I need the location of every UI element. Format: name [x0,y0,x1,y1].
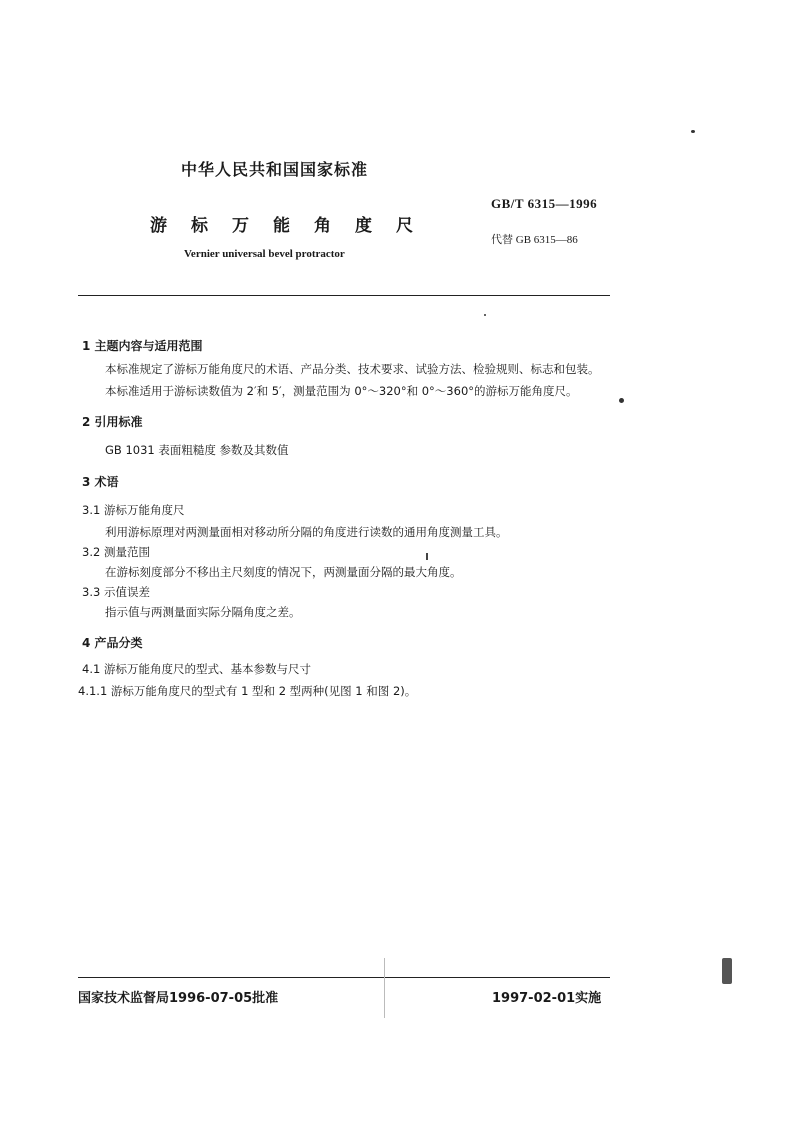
scan-speck [619,398,624,403]
section-4-heading: 4 产品分类 [82,636,143,650]
title-char: 万 [232,216,249,236]
header-divider [78,295,610,296]
binding-mark [722,958,732,984]
effective-date: 1997-02-01实施 [492,991,602,1006]
standard-category-title: 中华人民共和国国家标准 [181,160,369,179]
title-char: 能 [273,216,290,236]
document-title-cn [150,211,437,236]
fold-line [384,958,385,1018]
term-3-1-definition: 利用游标原理对两测量面相对移动所分隔的角度进行读数的通用角度测量工具。 [105,525,508,539]
section-1-heading: 1 主题内容与适用范围 [82,339,203,353]
scan-speck [426,553,428,560]
section-3-heading: 3 术语 [82,475,119,489]
standard-number: GB/T 6315—1996 [491,196,598,211]
term-3-2-heading: 3.2 测量范围 [82,545,150,559]
section-2-heading: 2 引用标准 [82,415,143,429]
title-char: 角 [314,216,331,236]
document-title-en: Vernier universal bevel protractor [184,248,345,260]
scan-speck [484,314,486,316]
term-3-3-definition: 指示值与两测量面实际分隔角度之差。 [105,605,301,619]
replaces-standard: 代替 GB 6315—86 [491,234,578,246]
approval-info: 国家技术监督局1996-07-05批准 [78,991,279,1006]
title-char: 度 [355,216,372,236]
term-3-1-heading: 3.1 游标万能角度尺 [82,503,185,517]
term-3-3-heading: 3.3 示值误差 [82,585,150,599]
section-1-paragraph-1: 本标准规定了游标万能角度尺的术语、产品分类、技术要求、试验方法、检验规则、标志和包装。 [105,362,600,376]
footer-divider [78,977,610,978]
term-3-2-definition: 在游标刻度部分不移出主尺刻度的情况下，两测量面分隔的最大角度。 [105,565,462,579]
scan-speck [691,130,695,133]
section-1-paragraph-2: 本标准适用于游标读数值为 2′和 5′，测量范围为 0°～320°和 0°～360°的游标万能角度尺。 [105,384,578,398]
title-char: 游 [150,216,167,236]
reference-standard: GB 1031 表面粗糙度 参数及其数值 [105,443,289,457]
clause-4-1-heading: 4.1 游标万能角度尺的型式、基本参数与尺寸 [82,662,311,676]
clause-4-1-1-text: 4.1.1 游标万能角度尺的型式有 1 型和 2 型两种(见图 1 和图 2)。 [78,684,417,698]
title-char: 尺 [396,216,413,236]
title-char: 标 [191,216,208,236]
